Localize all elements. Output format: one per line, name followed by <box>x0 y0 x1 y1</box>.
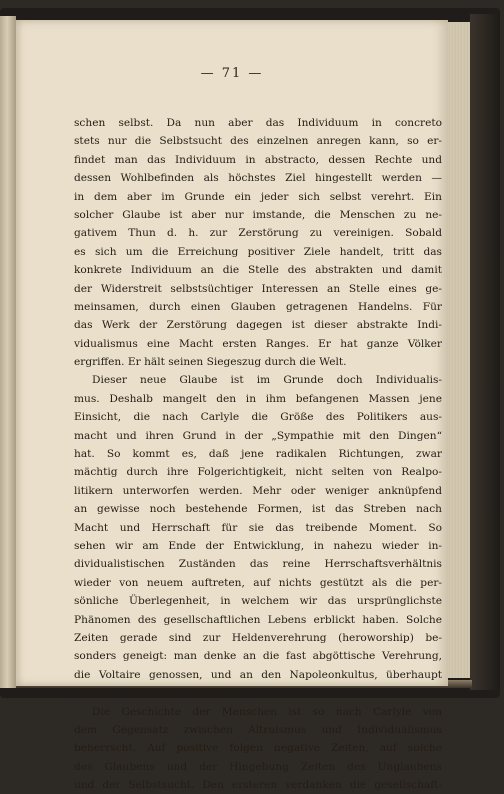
text-line: sehen wir am Ende der Entwicklung, in nahezu wieder in- <box>74 539 442 552</box>
text-line: schen selbst. Da nun aber das Individuum in concreto <box>74 117 442 129</box>
text-line: dividualistischen Zuständen das reine Herrschaftsverhältnis <box>74 558 442 571</box>
previous-page-edge <box>0 16 16 688</box>
text-line: mächtig durch ihre Folgerichtigkeit, nicht selten von Realpo- <box>74 466 442 479</box>
text-line: dem Gegensatz zwischen Altruismus und Individualismus <box>74 723 442 736</box>
text-line: es sich um die Erreichung positiver Ziele handelt, tritt das <box>74 245 442 258</box>
text-line: die Voltaire genossen, und an den Napoleonkultus, überhaupt <box>74 668 442 681</box>
page-number: — 71 — <box>200 66 264 81</box>
text-line: in dem aber im Grunde ein jeder sich selbst verehrt. Ein <box>74 190 442 203</box>
text-line: hat. So kommt es, daß jene radikalen Richtungen, zwar <box>74 448 442 461</box>
text-line: und der Selbstsucht. Den ersteren verdanken die gesellschaft- <box>74 779 442 792</box>
text-line: solcher Glaube ist aber nur imstande, die Menschen zu ne- <box>74 208 442 221</box>
book-spine <box>470 14 500 690</box>
text-line: findet man das Individuum in abstracto, dessen Rechte und <box>74 153 442 166</box>
text-line: Macht und Herrschaft für sie das treibende Moment. So <box>74 521 442 534</box>
text-line: ergriffen. Er hält seinen Siegeszug durch die Welt. <box>74 356 347 369</box>
text-line: Phänomen des gesellschaftlichen Lebens erblickt haben. Solche <box>74 613 442 626</box>
text-line: meinsamen, durch einen Glauben getragenen Handelns. Für <box>74 300 442 313</box>
text-line: Einsicht, die nach Carlyle die Größe des Politikers aus- <box>74 411 442 424</box>
text-line: gativem Thun d. h. zur Zerstörung zu vereinigen. Sobald <box>74 227 442 240</box>
text-line: mus. Deshalb mangelt den in ihm befangenen Massen jene <box>74 392 442 405</box>
text-line: das Werk der Zerstörung dagegen ist dieser abstrakte Indi- <box>74 319 442 332</box>
text-line: des Glaubens und der Hingebung Zeiten des Unglaubens <box>74 760 442 773</box>
page-body-text <box>74 114 442 794</box>
text-line: an gewisse noch bestehende Formen, ist das Streben nach <box>74 503 442 516</box>
text-line: litikern unterworfen werden. Mehr oder weniger anknüpfend <box>74 484 442 497</box>
text-line: macht und ihren Grund in der „Sympathie mit den Dingen“ <box>74 429 442 442</box>
text-line: sönliche Überlegenheit, in welchem wir das ursprünglichste <box>74 595 442 608</box>
book-page <box>16 20 448 792</box>
text-line: Die Geschichte der Menschen ist so nach Carlyle von <box>92 705 442 718</box>
text-line: der Widerstreit selbstsüchtiger Interessen an Stelle eines ge- <box>74 282 442 295</box>
text-line: den Cäsarismus der Demokratie. — <box>74 687 265 700</box>
text-line: beherrscht. Auf positive folgen negative Zeiten, auf solche <box>74 742 442 755</box>
text-line: stets nur die Selbstsucht des einzelnen anregen kann, so er- <box>74 135 442 148</box>
text-line: sonders geneigt: man denke an die fast abgöttische Verehrung, <box>74 650 442 663</box>
text-line: wieder von neuem auftreten, auf nichts gestützt als die per- <box>74 576 442 589</box>
text-line: dessen Wohlbefinden als höchstes Ziel hingestellt werden — <box>74 172 442 185</box>
text-line: vidualismus eine Macht ersten Ranges. Er hat ganze Völker <box>74 337 442 350</box>
text-line: Zeiten gerade sind zur Heldenverehrung (heroworship) be- <box>74 631 442 644</box>
text-line: Dieser neue Glaube ist im Grunde doch Individualis- <box>92 374 442 387</box>
text-line: konkrete Individuum an die Stelle des abstrakten und damit <box>74 264 442 277</box>
